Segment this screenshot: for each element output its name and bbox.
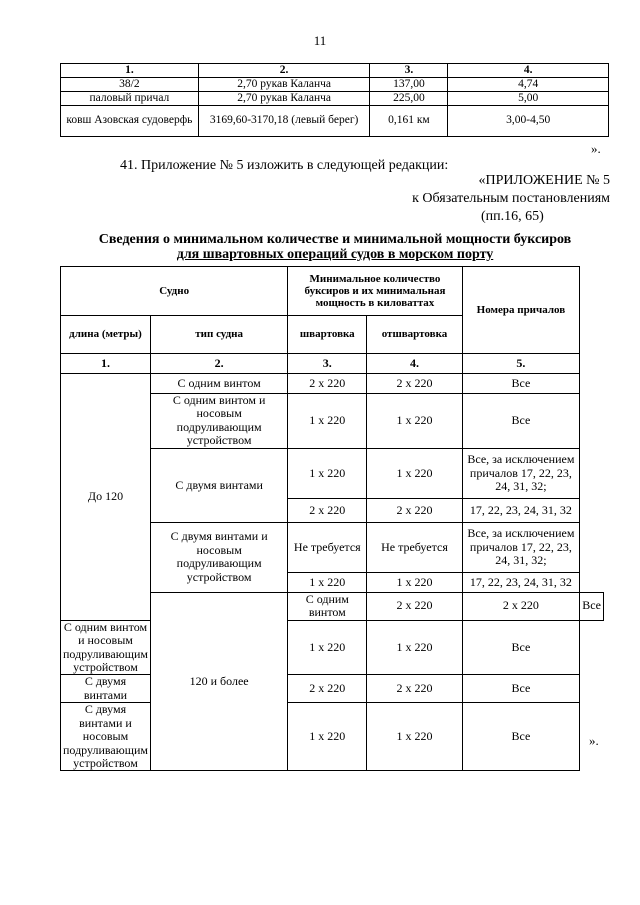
appendix-paragraphs: (пп.16, 65): [481, 209, 544, 224]
main-heading: [30, 232, 640, 263]
mooring-cell: 1 х 220: [288, 703, 367, 771]
berths-cell: Все: [462, 675, 580, 703]
table-cell: 4,74: [448, 77, 609, 91]
mooring-cell: 2 х 220: [288, 498, 367, 522]
tugs-header: Минимальное количество буксиров и их минимальная мощность в киловаттах: [288, 267, 462, 316]
mooring-header: швартовка: [288, 316, 367, 354]
berths-cell: Все, за исключением причалов 17, 22, 23, 24, 31, 32;: [462, 448, 580, 498]
table-row: [61, 354, 604, 374]
table-cell: паловый причал: [61, 91, 199, 105]
table-cell: 0,161 км: [370, 105, 448, 136]
unmooring-cell: 2 х 220: [367, 498, 462, 522]
vessel-type-cell: С двумя винтами и носовым подруливающим устройством: [61, 703, 151, 771]
unmooring-header: отшвартовка: [367, 316, 462, 354]
table-header-cell: 4.: [448, 64, 609, 78]
unmooring-cell: 2 х 220: [367, 374, 462, 394]
unmooring-cell: 1 х 220: [367, 448, 462, 498]
table-cell: 38/2: [61, 77, 199, 91]
unmooring-cell: 1 х 220: [367, 703, 462, 771]
unmooring-cell: 1 х 220: [367, 394, 462, 449]
unmooring-cell: 2 х 220: [367, 675, 462, 703]
table-row: [61, 267, 604, 316]
mooring-cell: 1 х 220: [288, 572, 367, 592]
vessel-type-cell: С одним винтом и носовым подруливающим устройством: [150, 394, 287, 449]
mooring-cell: Не требуется: [288, 522, 367, 572]
table-row: [61, 91, 609, 105]
column-number: 1.: [61, 354, 151, 374]
page-number: 11: [313, 33, 327, 48]
type-header: тип судна: [150, 316, 287, 354]
length-cell: До 120: [61, 374, 151, 621]
vessel-type-cell: С одним винтом: [288, 592, 367, 620]
table-row: [61, 64, 609, 78]
heading-line: для швартовных операций судов в морском порту: [176, 247, 494, 263]
table-row: [61, 675, 604, 703]
mooring-cell: 1 х 220: [288, 394, 367, 449]
unmooring-cell: 2 х 220: [462, 592, 580, 620]
mooring-cell: 2 х 220: [288, 374, 367, 394]
berths-cell: Все: [462, 620, 580, 675]
berths-cell: 17, 22, 23, 24, 31, 32: [462, 498, 580, 522]
table-row: [61, 374, 604, 394]
table-cell: 3,00-4,50: [448, 105, 609, 136]
table-row: [61, 620, 604, 675]
vessel-type-cell: С двумя винтами и носовым подруливающим устройством: [150, 522, 287, 592]
length-header: длина (метры): [61, 316, 151, 354]
berths-cell: 17, 22, 23, 24, 31, 32: [462, 572, 580, 592]
table-header-cell: 3.: [370, 64, 448, 78]
column-number: 2.: [150, 354, 287, 374]
table-cell: ковш Азовская судоверфь: [61, 105, 199, 136]
table-cell: 3169,60-3170,18 (левый берег): [198, 105, 370, 136]
table-cell: 225,00: [370, 91, 448, 105]
table-row: [61, 703, 604, 771]
mooring-cell: 1 х 220: [288, 448, 367, 498]
berths-cell: Все: [462, 703, 580, 771]
vessel-type-cell: С одним винтом: [150, 374, 287, 394]
vessel-type-cell: С двумя винтами: [150, 448, 287, 522]
column-number: 3.: [288, 354, 367, 374]
unmooring-cell: Не требуется: [367, 522, 462, 572]
berths-cell: Все: [462, 394, 580, 449]
vessel-type-cell: С двумя винтами: [61, 675, 151, 703]
heading-line: Сведения о минимальном количестве и минимальной мощности буксиров: [98, 232, 572, 247]
table-cell: 5,00: [448, 91, 609, 105]
vessel-type-cell: С одним винтом и носовым подруливающим устройством: [61, 620, 151, 675]
mooring-cell: 2 х 220: [288, 675, 367, 703]
closing-quote: ».: [589, 733, 599, 748]
table-row: [61, 77, 609, 91]
unmooring-cell: 1 х 220: [367, 572, 462, 592]
top-table: [60, 63, 609, 137]
table-cell: 2,70 рукав Каланча: [198, 77, 370, 91]
paragraph-41: 41. Приложение № 5 изложить в следующей редакции:: [120, 158, 449, 173]
closing-quote: ».: [591, 141, 601, 156]
mooring-cell: 2 х 220: [367, 592, 462, 620]
berths-cell: Все: [580, 592, 604, 620]
table-cell: 137,00: [370, 77, 448, 91]
mooring-cell: 1 х 220: [288, 620, 367, 675]
appendix-reference: к Обязательным постановлениям: [412, 191, 610, 206]
unmooring-cell: 1 х 220: [367, 620, 462, 675]
tug-requirements-table: [60, 266, 604, 771]
column-number: 4.: [367, 354, 462, 374]
table-header-cell: 1.: [61, 64, 199, 78]
table-header-cell: 2.: [198, 64, 370, 78]
berths-cell: Все, за исключением причалов 17, 22, 23, 24, 31, 32;: [462, 522, 580, 572]
appendix-title: «ПРИЛОЖЕНИЕ № 5: [478, 173, 610, 188]
column-number: 5.: [462, 354, 580, 374]
berths-cell: Все: [462, 374, 580, 394]
table-row: [61, 105, 609, 136]
berths-header: Номера причалов: [462, 267, 580, 354]
vessel-header: Судно: [61, 267, 288, 316]
table-cell: 2,70 рукав Каланча: [198, 91, 370, 105]
length-cell: 120 и более: [150, 592, 287, 771]
